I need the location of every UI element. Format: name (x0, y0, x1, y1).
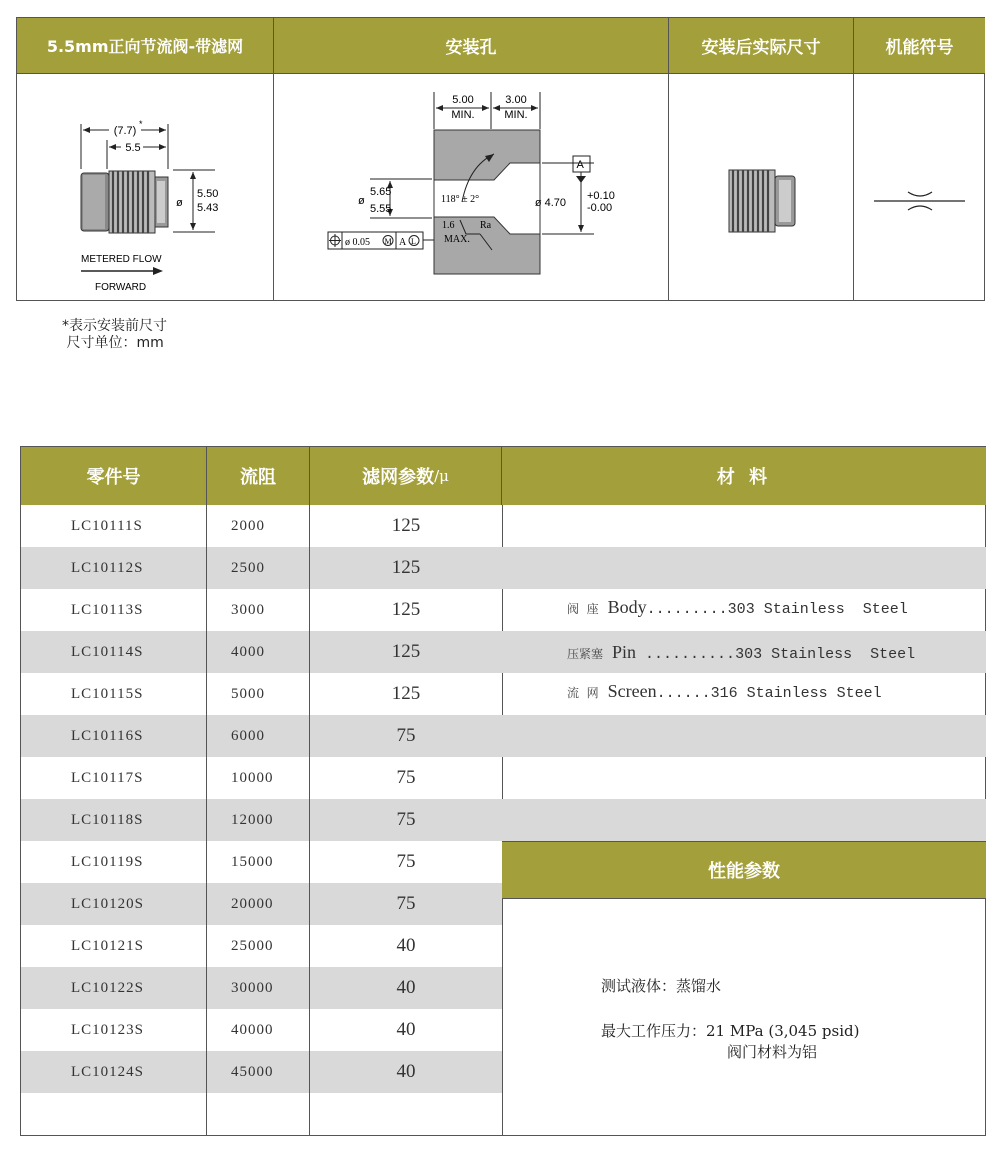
filter-micron: 40 (396, 1061, 416, 1082)
col-header-filter-unit: /μ (434, 467, 449, 485)
tol-value: ø 0.05 (345, 237, 370, 248)
material-screen-spec: ......316 Stainless Steel (656, 685, 882, 702)
filter-micron: 125 (391, 641, 421, 662)
material-pin-en: Pin (612, 642, 637, 662)
table-row (21, 1051, 502, 1093)
col-header-filter-label: 滤网参数 (362, 467, 435, 488)
roughness-label: Ra (480, 220, 492, 231)
tol-datum: A (399, 237, 407, 248)
dim-right-sub: MIN. (504, 109, 528, 121)
table-row (21, 673, 502, 715)
table-row-empty (21, 1093, 502, 1135)
filter-micron: 75 (396, 893, 416, 914)
note-asterisk: *表示安装前尺寸 (62, 318, 167, 334)
orifice-symbol-icon (854, 74, 984, 302)
material-screen-en: Screen (607, 681, 657, 701)
mount-hole-drawing (274, 74, 668, 302)
flow-resistance: 20000 (207, 883, 310, 925)
filter-micron: 125 (391, 515, 421, 536)
datum-label: A (576, 159, 584, 171)
perf-pressure: 最大工作压力：21 MPa (3,045 psid) (601, 1022, 860, 1040)
bore-dia: ø 4.70 (534, 197, 566, 209)
spec-drawing-table (16, 17, 985, 301)
material-body-en: Body (607, 597, 647, 617)
part-number: LC10113S (21, 589, 207, 631)
hole-dia-min: 5.55 (370, 203, 392, 215)
part-number: LC10115S (21, 673, 207, 715)
flow-resistance: 45000 (207, 1051, 310, 1093)
table-row (21, 589, 502, 631)
filter-micron: 125 (391, 683, 421, 704)
parts-table (20, 446, 986, 1136)
filter-micron: 125 (391, 557, 421, 578)
table-row (21, 715, 502, 757)
part-number: LC10124S (21, 1051, 207, 1093)
material-pin (567, 642, 915, 663)
dim-total: (7.7) (113, 125, 137, 137)
material-pin-spec: ..........303 Stainless Steel (636, 646, 916, 663)
dim-asterisk: * (139, 119, 143, 129)
installed-valve-drawing (669, 74, 853, 302)
hole-dia-max: 5.65 (370, 186, 392, 198)
hole-dia-symbol: ø (358, 195, 365, 207)
perf-material: 阀门材料为铝 (727, 1043, 818, 1061)
header-mount-hole: 安装孔 (274, 18, 669, 73)
header-installed-size: 安装后实际尺寸 (669, 18, 854, 73)
dim-body: 5.5 (125, 142, 141, 154)
material-screen-cn: 流 网 (567, 686, 599, 700)
part-number: LC10119S (21, 841, 207, 883)
part-number: LC10114S (21, 631, 207, 673)
filter-micron: 75 (396, 767, 416, 788)
filter-micron: 75 (396, 851, 416, 872)
flow-resistance: 2500 (207, 547, 310, 589)
notes (62, 318, 167, 352)
part-number: LC10117S (21, 757, 207, 799)
col-header-resistance: 流阻 (207, 447, 310, 505)
flow-resistance: 15000 (207, 841, 310, 883)
table-row (21, 757, 502, 799)
performance-header: 性能参数 (502, 841, 986, 899)
table-row (21, 1009, 502, 1051)
flow-label-2: FORWARD (95, 282, 147, 293)
roughness-max: MAX. (444, 234, 470, 245)
tolerance-frame (328, 232, 423, 249)
col-header-part: 零件号 (21, 447, 207, 505)
table-row (21, 967, 502, 1009)
material-body (567, 597, 908, 618)
table-row (21, 841, 502, 883)
installed-size-cell (669, 73, 854, 301)
material-body-cn: 阀 座 (567, 602, 599, 616)
flow-resistance: 6000 (207, 715, 310, 757)
note-unit: 尺寸单位：mm (62, 335, 164, 351)
flow-resistance: 5000 (207, 673, 310, 715)
flow-resistance: 40000 (207, 1009, 310, 1051)
valve-body (81, 171, 168, 233)
angle-label: 118° ± 2° (441, 194, 480, 205)
flow-resistance: 10000 (207, 757, 310, 799)
dim-left-sub: MIN. (451, 109, 475, 121)
part-number: LC10118S (21, 799, 207, 841)
table-row (21, 547, 502, 589)
bore-tol-minus: -0.00 (587, 202, 613, 214)
header-symbol: 机能符号 (854, 18, 985, 73)
part-number: LC10111S (21, 505, 207, 547)
function-symbol-cell (854, 73, 985, 301)
mount-hole-cell (274, 73, 669, 301)
flow-label-1: METERED FLOW (81, 254, 162, 265)
svg-text:L: L (411, 237, 416, 246)
filter-micron: 40 (396, 977, 416, 998)
dia-min: 5.43 (197, 202, 219, 214)
table-row (21, 505, 502, 547)
filter-micron: 40 (396, 935, 416, 956)
material-screen (567, 681, 882, 702)
bore-tol-plus: +0.10 (587, 190, 615, 202)
valve-drawing-cell (17, 73, 274, 301)
filter-micron: 75 (396, 725, 416, 746)
part-number: LC10121S (21, 925, 207, 967)
part-number: LC10112S (21, 547, 207, 589)
dia-symbol: ø (176, 197, 183, 209)
flow-resistance: 30000 (207, 967, 310, 1009)
flow-resistance: 2000 (207, 505, 310, 547)
table-row (21, 925, 502, 967)
svg-text:M: M (384, 237, 392, 246)
part-number: LC10116S (21, 715, 207, 757)
flow-resistance: 4000 (207, 631, 310, 673)
col-header-material: 材 料 (502, 447, 986, 505)
part-number: LC10120S (21, 883, 207, 925)
flow-resistance: 12000 (207, 799, 310, 841)
col-header-filter (310, 447, 502, 505)
header-valve: 5.5mm正向节流阀-带滤网 (17, 18, 274, 73)
flow-arrow-icon (153, 267, 163, 275)
valve-drawing (17, 74, 273, 302)
table-row (21, 799, 502, 841)
filter-micron: 75 (396, 809, 416, 830)
flow-resistance: 3000 (207, 589, 310, 631)
dia-max: 5.50 (197, 188, 219, 200)
part-number: LC10122S (21, 967, 207, 1009)
filter-micron: 40 (396, 1019, 416, 1040)
perf-fluid: 测试液体：蒸馏水 (601, 977, 722, 995)
flow-resistance: 25000 (207, 925, 310, 967)
table-row (21, 883, 502, 925)
roughness-value: 1.6 (442, 220, 455, 231)
part-number: LC10123S (21, 1009, 207, 1051)
table-row (21, 631, 502, 673)
dim-left: 5.00 (452, 94, 474, 106)
filter-micron: 125 (391, 599, 421, 620)
dim-right: 3.00 (505, 94, 527, 106)
material-body-spec: .........303 Stainless Steel (646, 601, 908, 618)
material-pin-cn: 压紧塞 (567, 647, 604, 661)
